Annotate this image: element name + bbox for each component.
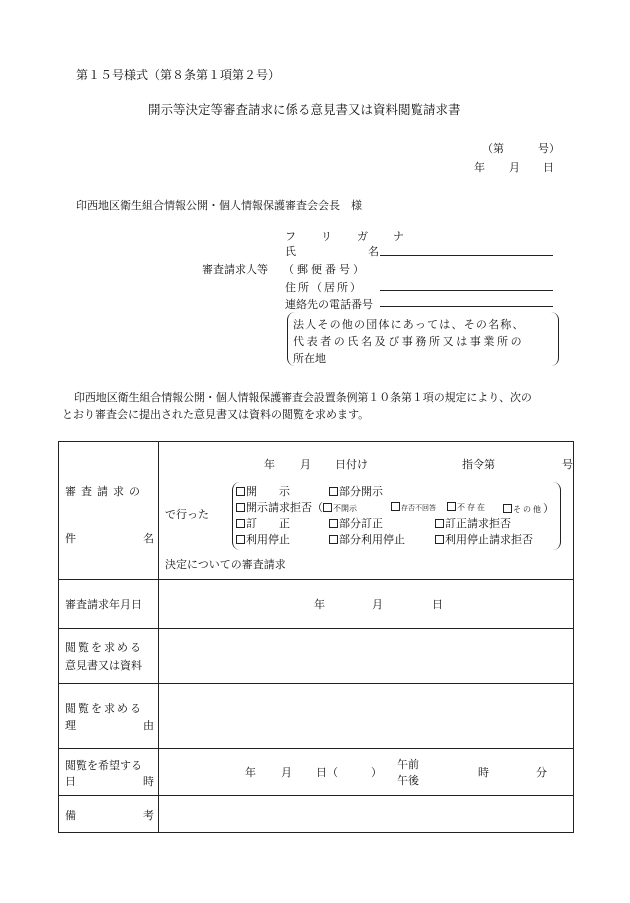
option-other[interactable]: その他） <box>503 500 554 516</box>
date-year-label: 年 <box>474 161 485 174</box>
document-title: 開示等決定等審査請求に係る意見書又は資料閲覧請求書 <box>148 102 461 117</box>
checkbox-icon[interactable] <box>435 519 444 528</box>
request-date-value-cell[interactable] <box>159 580 574 629</box>
remarks-label-cell <box>59 796 159 833</box>
option-refuse-request[interactable]: 開示請求拒否（ 不開示 <box>236 499 357 515</box>
addressee: 印西地区衛生組合情報公開・個人情報保護審査会会長 様 <box>76 199 362 212</box>
address-label: 住所（居所） <box>285 281 363 294</box>
directive-label: 指令第 <box>462 458 495 471</box>
table-row-reason <box>59 684 574 749</box>
viewing-date-label-1: 閲覧を希望する <box>65 759 142 772</box>
checkbox-icon[interactable] <box>391 502 400 511</box>
option-stop-refuse[interactable]: 利用停止請求拒否 <box>435 531 533 547</box>
reason-value-cell[interactable] <box>159 684 574 749</box>
directive-number: 号 <box>562 458 573 471</box>
furigana-label: フ リ ガ ナ <box>285 230 411 243</box>
checkbox-icon[interactable] <box>236 487 245 496</box>
doc-number-open: （第 <box>482 142 504 155</box>
body-text-line-2: とおり審査会に提出された意見書又は資料の閲覧を求めます。 <box>62 408 370 421</box>
decision-suffix: 決定についての審査請求 <box>165 558 286 571</box>
phone-label: 連絡先の電話番号 <box>285 298 373 311</box>
checkbox-icon[interactable] <box>323 503 332 512</box>
checkbox-icon[interactable] <box>236 519 245 528</box>
checkbox-icon[interactable] <box>329 487 338 496</box>
case-name-label-3: 名 <box>143 532 154 545</box>
remarks-label-1: 備 <box>65 809 76 822</box>
option-partial-disclose[interactable]: 部分開示 <box>329 483 383 499</box>
reason-label-1: 閲覧を求める <box>65 702 143 715</box>
viewing-hour: 時 <box>478 766 489 779</box>
viewing-date-day: 日（ <box>316 766 338 779</box>
name-label-1: 氏 <box>285 245 296 258</box>
form-number: 第１５号様式（第８条第１項第２号） <box>76 68 281 82</box>
case-name-label-cell <box>59 442 159 580</box>
request-date-label-cell <box>59 580 159 629</box>
documents-value-cell[interactable] <box>159 629 574 684</box>
option-stop-use[interactable]: 利用停止 <box>236 531 290 547</box>
checkbox-icon[interactable] <box>329 535 338 544</box>
option-disclose[interactable]: 開 示 <box>236 483 290 499</box>
viewing-date-year: 年 <box>245 766 256 779</box>
viewing-date-label-3: 時 <box>143 775 154 788</box>
case-name-label-2: 件 <box>65 532 76 545</box>
case-name-label-1: 審査請求の <box>65 485 145 498</box>
viewing-date-label-cell <box>59 749 159 796</box>
option-partial-correct[interactable]: 部分訂正 <box>329 515 383 531</box>
option-nonexist[interactable]: 不存在 <box>447 500 487 513</box>
request-date-label: 審査請求年月日 <box>65 598 142 611</box>
option-existence[interactable]: 存否不回答 <box>391 500 436 513</box>
table-row-documents <box>59 629 574 684</box>
table-row-request-date <box>59 580 574 629</box>
table-row-remarks <box>59 796 574 833</box>
viewing-date-value-cell[interactable] <box>159 749 574 796</box>
request-date-month: 月 <box>372 598 383 611</box>
checkbox-icon[interactable] <box>435 535 444 544</box>
address-field[interactable] <box>380 290 553 291</box>
name-label-2: 名 <box>368 245 379 258</box>
postal-label: （郵便番号） <box>283 263 367 276</box>
doc-number-close: 号） <box>538 142 560 155</box>
request-date-year: 年 <box>314 598 325 611</box>
request-table <box>58 441 574 833</box>
viewing-am: 午前 <box>397 758 419 771</box>
checkbox-icon[interactable] <box>447 502 456 511</box>
documents-label-1: 閲覧を求める <box>65 641 143 654</box>
reason-label-2: 理 <box>65 719 76 732</box>
table-row-case-name <box>59 442 574 580</box>
option-correct[interactable]: 訂 正 <box>236 515 290 531</box>
reason-label-cell <box>59 684 159 749</box>
case-date-day: 日付け <box>335 458 368 471</box>
corp-note-line-1: 法人その他の団体にあっては、その名称、 <box>293 318 525 331</box>
case-date-month: 月 <box>300 458 311 471</box>
done-label: で行った <box>165 508 209 521</box>
request-date-day: 日 <box>432 598 443 611</box>
remarks-value-cell[interactable] <box>159 796 574 833</box>
viewing-date-month: 月 <box>281 766 292 779</box>
date-day-label: 日 <box>543 161 554 174</box>
documents-label-cell <box>59 629 159 684</box>
viewing-minute: 分 <box>536 766 547 779</box>
viewing-date-label-2: 日 <box>65 775 76 788</box>
case-name-value-cell[interactable] <box>159 442 574 580</box>
checkbox-icon[interactable] <box>236 503 245 512</box>
phone-field[interactable] <box>380 306 553 307</box>
checkbox-icon[interactable] <box>236 535 245 544</box>
date-month-label: 月 <box>509 161 520 174</box>
reason-label-3: 由 <box>143 719 154 732</box>
body-text-line-1: 印西地区衛生組合情報公開・個人情報保護審査会設置条例第１０条第１項の規定により、次の <box>74 391 532 404</box>
documents-label-2: 意見書又は資料 <box>65 659 142 672</box>
name-field[interactable] <box>380 255 553 256</box>
checkbox-icon[interactable] <box>329 519 338 528</box>
checkbox-icon[interactable] <box>503 504 512 513</box>
corp-note-line-3: 所在地 <box>293 352 326 365</box>
option-partial-stop[interactable]: 部分利用停止 <box>329 531 405 547</box>
option-correct-refuse[interactable]: 訂正請求拒否 <box>435 515 511 531</box>
corp-note-line-2: 代表者の氏名及び事務所又は事業所の <box>293 335 525 348</box>
requester-group-label: 審査請求人等 <box>202 263 268 276</box>
remarks-label-2: 考 <box>143 809 154 822</box>
case-date-year: 年 <box>264 458 275 471</box>
viewing-pm: 午後 <box>397 774 419 787</box>
table-row-viewing-date <box>59 749 574 796</box>
viewing-date-weekday-close: ） <box>371 766 382 779</box>
